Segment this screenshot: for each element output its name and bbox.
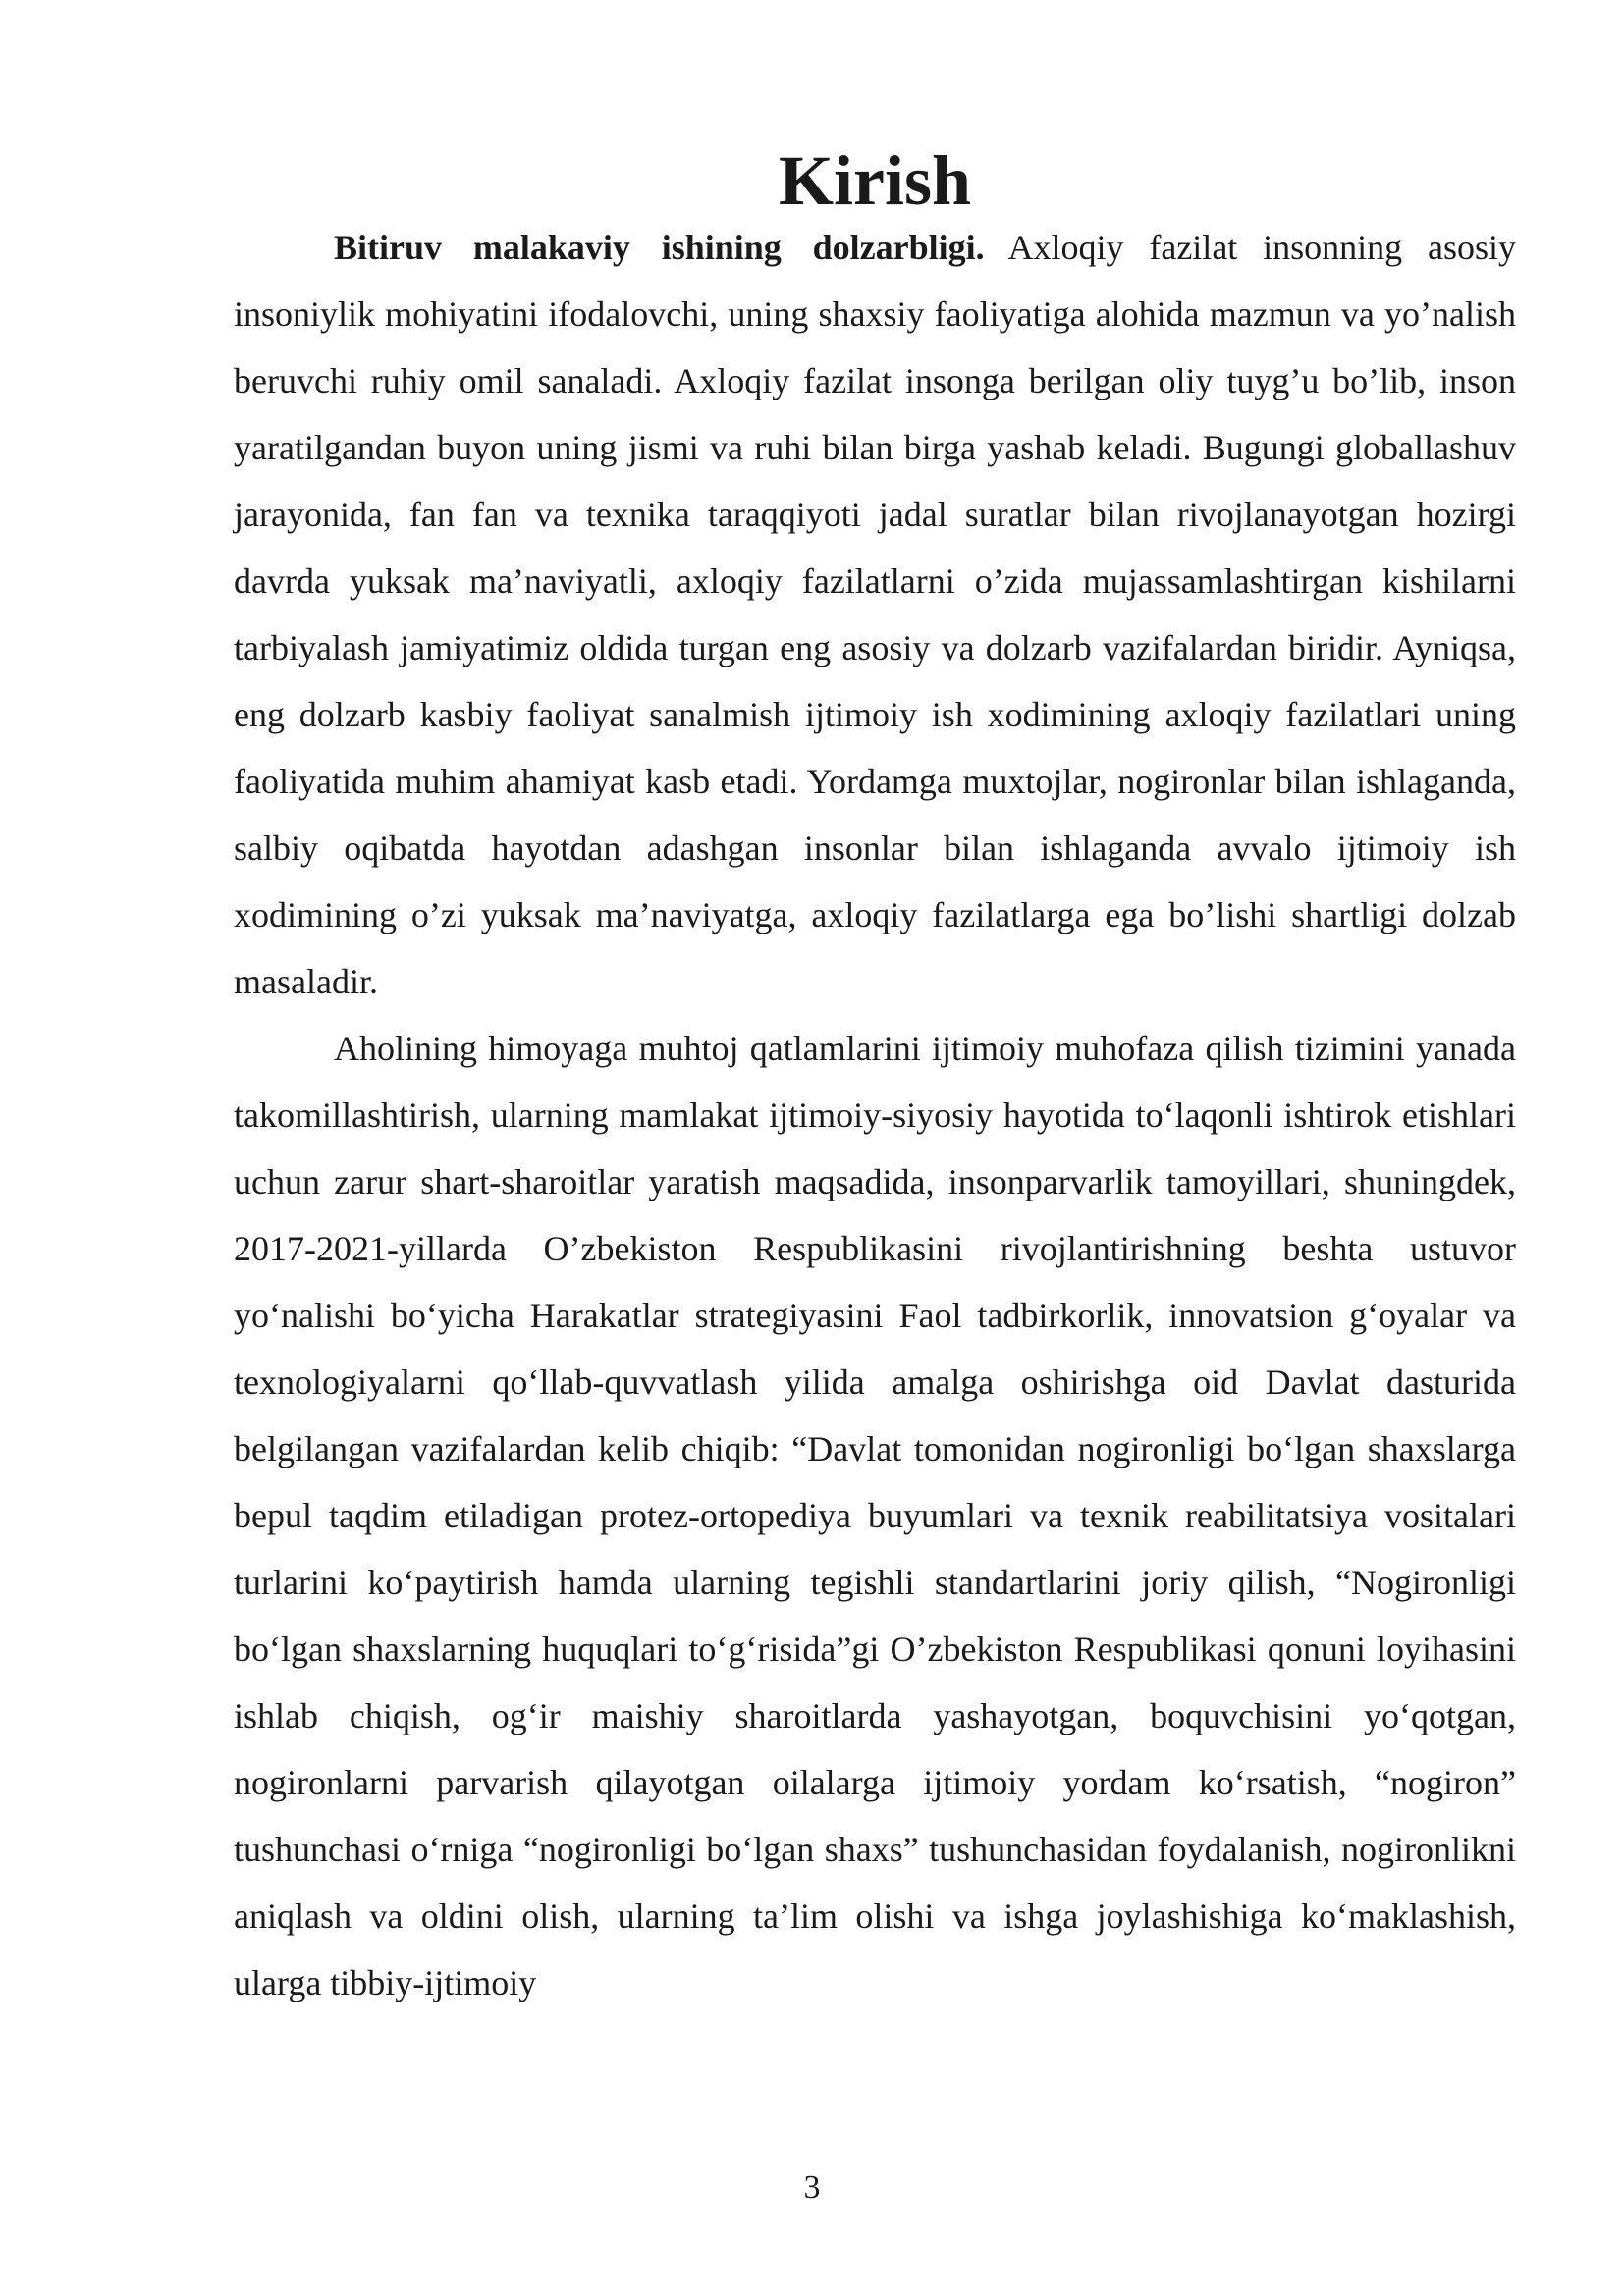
paragraph-relevance bbox=[234, 214, 1516, 1015]
page-body bbox=[234, 141, 1516, 2016]
paragraph-lead: Bitiruv malakaviy ishining dolzarbligi. bbox=[334, 228, 985, 267]
paragraph-social-protection: Aholining himoyaga muhtoj qatlamlarini ijtimoiy muhofaza qilish tizimini yanada takomillashtirish, ularning mamlakat ijtimoiy-siyosiy hayotida to‘laqonli ishtirok etishlari uchun zarur shart-sharoitlar yaratish maqsadida, insonparvarlik tamoyillari, shuningdek, 2017-2021-yillarda O’zbekiston Respublikasini rivojlantirishning beshta ustuvor yo‘nalishi bo‘yicha Harakatlar strategiyasini Faol tadbirkorlik, innovatsion g‘oyalar va texnologiyalarni qo‘llab-quvvatlash yilida amalga oshirishga oid Davlat dasturida belgilangan vazifalardan kelib chiqib: “Davlat tomonidan nogironligi bo‘lgan shaxslarga bepul taqdim etiladigan protez-ortopediya buyumlari va texnik reabilitatsiya vositalari turlarini ko‘paytirish hamda ularning tegishli standartlarini joriy qilish, “Nogironligi bo‘lgan shaxslarning huquqlari to‘g‘risida”gi O’zbekiston Respublikasi qonuni loyihasini ishlab chiqish, og‘ir maishiy sharoitlarda yashayotgan, boquvchisini yo‘qotgan, nogironlarni parvarish qilayotgan oilalarga ijtimoiy yordam ko‘rsatish, “nogiron” tushunchasi o‘rniga “nogironligi bo‘lgan shaxs” tushunchasidan foydalanish, nogironlikni aniqlash va oldini olish, ularning ta’lim olishi va ishga joylashishiga ko‘maklashish, ularga tibbiy-ijtimoiy bbox=[234, 1029, 1516, 2002]
page-number: 3 bbox=[803, 2169, 821, 2206]
paragraph-text: Axloqiy fazilat insonning asosiy insoniylik mohiyatini ifodalovchi, uning shaxsiy faoliyatiga alohida mazmun va yo’nalish beruvchi ruhiy omil sanaladi. Axloqiy fazilat insonga berilgan oliy tuyg’u bo’lib, inson yaratilgandan buyon uning jismi va ruhi bilan birga yashab keladi. Bugungi globallashuv jarayonida, fan fan va texnika taraqqiyoti jadal suratlar bilan rivojlanayotgan hozirgi davrda yuksak ma’naviyatli, axloqiy fazilatlarni o’zida mujassamlashtirgan kishilarni tarbiyalash jamiyatimiz oldida turgan eng asosiy va dolzarb vazifalardan biridir. Ayniqsa, eng dolzarb kasbiy faoliyat sanalmish ijtimoiy ish xodimining axloqiy fazilatlari uning faoliyatida muhim ahamiyat kasb etadi. Yordamga muxtojlar, nogironlar bilan ishlaganda, salbiy oqibatda hayotdan adashgan insonlar bilan ishlaganda avvalo ijtimoiy ish xodimining o’zi yuksak ma’naviyatga, axloqiy fazilatlarga ega bo’lishi shartligi dolzab masaladir. bbox=[234, 228, 1516, 1001]
section-title: Kirish bbox=[778, 141, 972, 220]
